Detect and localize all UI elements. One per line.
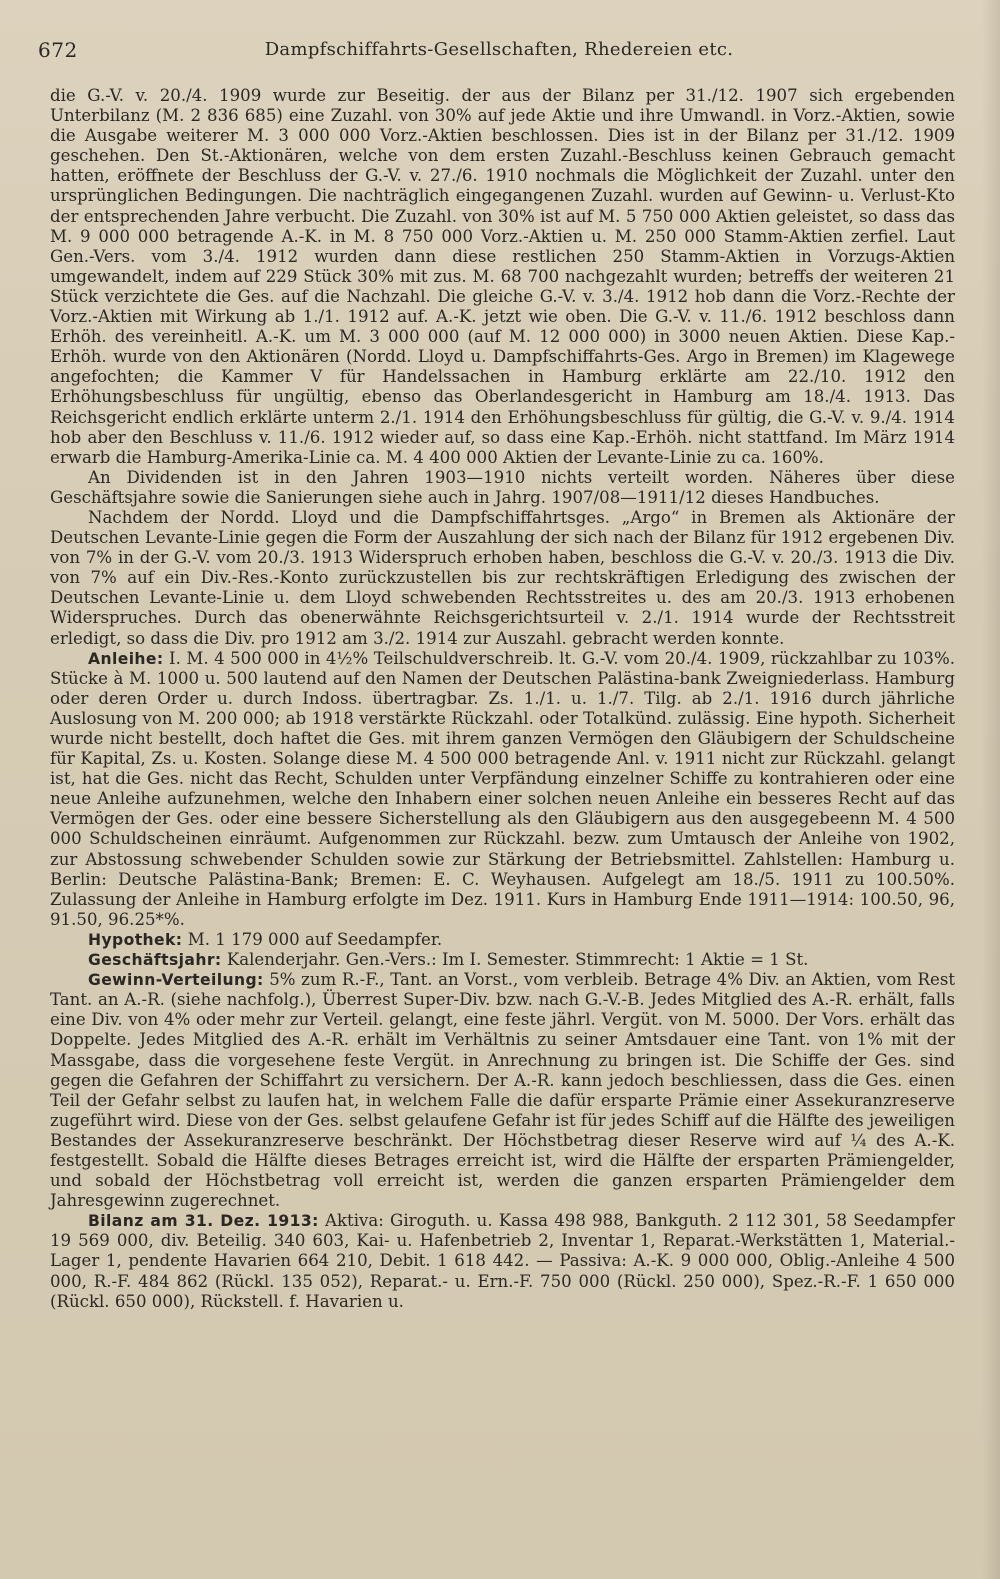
paragraph-anleihe xyxy=(50,649,955,930)
paragraph-hypothek xyxy=(50,930,955,950)
paragraph-text: I. M. 4 500 000 in 4½% Teilschuldverschreib. lt. G.-V. vom 20./4. 1909, rückzahlbar zu 103%. Stücke à M. 1000 u. 500 lautend auf den Namen der Deutschen Palästina-bank Zweigniederlass. Hamburg oder deren Order u. durch Indoss. übertragbar. Zs. 1./1. u. 1./7. Tilg. ab 2./1. 1916 durch jährliche Auslosung von M. 200 000; ab 1918 verstärkte Rückzahl. oder Totalkünd. zulässig. Eine hypoth. Sicherheit wurde nicht bestellt, doch haftet die Ges. mit ihrem ganzen Vermögen den Gläubigern der Schuldscheine für Kapital, Zs. u. Kosten. Solange diese M. 4 500 000 betragende Anl. v. 1911 nicht zur Rückzahl. gelangt ist, hat die Ges. nicht das Recht, Schulden unter Verpfändung einzelner Schiffe zu kontrahieren oder eine neue Anleihe aufzunehmen, welche den Inhabern einer solchen neuen Anleihe ein besseres Recht auf das Vermögen der Ges. oder eine bessere Sicherstellung als den Gläubigern aus den ausgegebeenn M. 4 500 000 Schuldscheinen einräumt. Aufgenommen zur Rückzahl. bezw. zum Umtausch der Anleihe von 1902, zur Abstossung schwebender Schulden sowie zur Stärkung der Betriebsmittel. Zahlstellen: Hamburg u. Berlin: Deutsche Palästina-Bank; Bremen: E. C. Weyhausen. Aufgelegt am 18./5. 1911 zu 100.50%. Zulassung der Anleihe in Hamburg erfolgte im Dez. 1911. Kurs in Hamburg Ende 1911—1914: 100.50, 96, 91.50, 96.25*%. xyxy=(50,648,955,929)
paragraph-text: 5% zum R.-F., Tant. an Vorst., vom verbleib. Betrage 4% Div. an Aktien, vom Rest Tant. an A.-R. (siehe nachfolg.), Überrest Super-Div. bzw. nach G.-V.-B. Jedes Mitglied des A.-R. erhält, falls eine Div. von 4% oder mehr zur Verteil. gelangt, eine feste jährl. Vergüt. von M. 5000. Der Vors. erhält das Doppelte. Jedes Mitglied des A.-R. erhält im Verhältnis zu seiner Amtsdauer eine Tant. von 1% mit der Massgabe, dass die vorgesehene feste Vergüt. in Anrechnung zu bringen ist. Die Schiffe der Ges. sind gegen die Gefahren der Schiffahrt zu versichern. Der A.-R. kann jedoch beschliessen, dass die Ges. einen Teil der Gefahr selbst zu laufen hat, in welchem Falle die dafür ersparte Prämie einer Assekuranzreserve zugeführt wird. Diese von der Ges. selbst gelaufene Gefahr ist für jedes Schiff auf die Hälfte des jeweiligen Bestandes der Assekuranzreserve beschränkt. Der Höchstbetrag dieser Reserve wird auf ¼ des A.-K. festgestellt. Sobald die Hälfte dieses Betrages erreicht ist, wird die Hälfte der ersparten Prämiengelder, und sobald der Höchstbetrag voll erreicht ist, werden die ganzen ersparten Prämiengelder dem Jahresgewinn zugerechnet. xyxy=(50,970,956,1211)
page-header xyxy=(38,38,960,66)
paragraph-lead-gewinn-verteilung: Gewinn-Verteilung: xyxy=(88,971,264,990)
paragraph-text: M. 1 179 000 auf Seedampfer. xyxy=(187,929,443,949)
page-number: 672 xyxy=(38,38,78,62)
paragraph-dividends xyxy=(50,468,955,508)
paragraph-geschaeftsjahr xyxy=(50,950,955,970)
paragraph-gewinn-verteilung xyxy=(50,970,955,1211)
paragraph-lead-geschaeftsjahr: Geschäftsjahr: xyxy=(88,951,222,970)
paragraph-capital-history xyxy=(50,86,955,468)
page-edge-shadow xyxy=(982,0,1000,1579)
paragraph-lead-bilanz: Bilanz am 31. Dez. 1913: xyxy=(88,1212,319,1231)
paragraph-text: An Dividenden ist in den Jahren 1903—1910 nichts verteilt worden. Näheres über diese Geschäftsjahre sowie die Sanierungen siehe auch in Jahrg. 1907/08—1911/12 dieses Handbuches. xyxy=(50,467,955,507)
paragraph-text: Aktiva: Giroguth. u. Kassa 498 988, Bankguth. 2 112 301, 58 Seedampfer 19 569 000, div. Beteilig. 340 603, Kai- u. Hafenbetrieb 2, Inventar 1, Reparat.-Werkstätten 1, Material.-Lager 1, pendente Havarien 664 210, Debit. 1 618 442. — Passiva: A.-K. 9 000 000, Oblig.-Anleihe 4 500 000, R.-F. 484 862 (Rückl. 135 052), Reparat.- u. Ern.-F. 750 000 (Rückl. 250 000), Spez.-R.-F. 1 650 000 (Rückl. 650 000), Rückstell. f. Havarien u. xyxy=(50,1211,955,1311)
body-text xyxy=(50,86,955,1312)
paragraph-text: die G.-V. v. 20./4. 1909 wurde zur Beseitig. der aus der Bilanz per 31./12. 1907 sich ergebenden Unterbilanz (M. 2 836 685) eine Zuzahl. von 30% auf jede Aktie und ihre Umwandl. in Vorz.-Aktien, sowie die Ausgabe weiterer M. 3 000 000 Vorz.-Aktien beschlossen. Dies ist in der Bilanz per 31./12. 1909 geschehen. Den St.-Aktionären, welche von dem ersten Zuzahl.-Beschluss keinen Gebrauch gemacht hatten, eröffnete der Beschluss der G.-V. v. 27./6. 1910 nochmals die Möglichkeit der Zuzahl. unter den ursprünglichen Bedingungen. Die nachträglich eingegangenen Zuzahl. wurden auf Gewinn- u. Verlust-Kto der entsprechenden Jahre verbucht. Die Zuzahl. von 30% ist auf M. 5 750 000 Aktien geleistet, so dass das M. 9 000 000 betragende A.-K. in M. 8 750 000 Vorz.-Aktien u. M. 250 000 Stamm-Aktien zerfiel. Laut Gen.-Vers. vom 3./4. 1912 wurden dann diese restlichen 250 Stamm-Aktien in Vorzugs-Aktien umgewandelt, indem auf 229 Stück 30% mit zus. M. 68 700 nachgezahlt wurden; betreffs der weiteren 21 Stück verzichtete die Ges. auf die Nachzahl. Die gleiche G.-V. v. 3./4. 1912 hob dann die Vorz.-Rechte der Vorz.-Aktien mit Wirkung ab 1./1. 1912 auf. A.-K. jetzt wie oben. Die G.-V. v. 11./6. 1912 beschloss dann Erhöh. des vereinheitl. A.-K. um M. 3 000 000 (auf M. 12 000 000) in 3000 neuen Aktien. Diese Kap.-Erhöh. wurde von den Aktionären (Nordd. Lloyd u. Dampfschiffahrts-Ges. Argo in Bremen) im Klagewege angefochten; die Kammer V für Handelssachen in Hamburg erklärte am 22./10. 1912 den Erhöhungsbeschluss für ungültig, ebenso das Oberlandesgericht in Hamburg am 18./4. 1913. Das Reichsgericht endlich erklärte unterm 2./1. 1914 den Erhöhungsbeschluss für gültig, die G.-V. v. 9./4. 1914 hob aber den Beschluss v. 11./6. 1912 wieder auf, so dass eine Kap.-Erhöh. nicht stattfand. Im März 1914 erwarb die Hamburg-Amerika-Linie ca. M. 4 400 000 Aktien der Levante-Linie zu ca. 160%. xyxy=(50,86,955,467)
paragraph-dividend-dispute xyxy=(50,508,955,649)
paragraph-text: Kalenderjahr. Gen.-Vers.: Im I. Semester. Stimmrecht: 1 Aktie = 1 St. xyxy=(226,950,809,970)
paragraph-bilanz xyxy=(50,1211,955,1311)
paragraph-lead-anleihe: Anleihe: xyxy=(88,649,164,668)
paragraph-text: Nachdem der Nordd. Lloyd und die Dampfschiffahrtsges. „Argo“ in Bremen als Aktionäre der Deutschen Levante-Linie gegen die Form der Auszahlung der sich nach der Bilanz für 1912 ergebenen Div. von 7% in der G.-V. vom 20./3. 1913 Widerspruch erhoben haben, beschloss die G.-V. v. 20./3. 1913 die Div. von 7% auf ein Div.-Res.-Konto zurückzustellen bis zur rechtskräftigen Erledigung des zwischen der Deutschen Levante-Linie u. dem Lloyd schwebenden Rechtsstreites u. des am 20./3. 1913 erhobenen Widerspruches. Durch das obenerwähnte Reichsgerichtsurteil v. 2./1. 1914 wurde der Rechtsstreit erledigt, so dass die Div. pro 1912 am 3./2. 1914 zur Auszahl. gebracht werden konnte. xyxy=(50,507,955,648)
running-head: Dampfschiffahrts-Gesellschaften, Rhedereien etc. xyxy=(264,39,734,60)
paragraph-lead-hypothek: Hypothek: xyxy=(88,930,183,949)
